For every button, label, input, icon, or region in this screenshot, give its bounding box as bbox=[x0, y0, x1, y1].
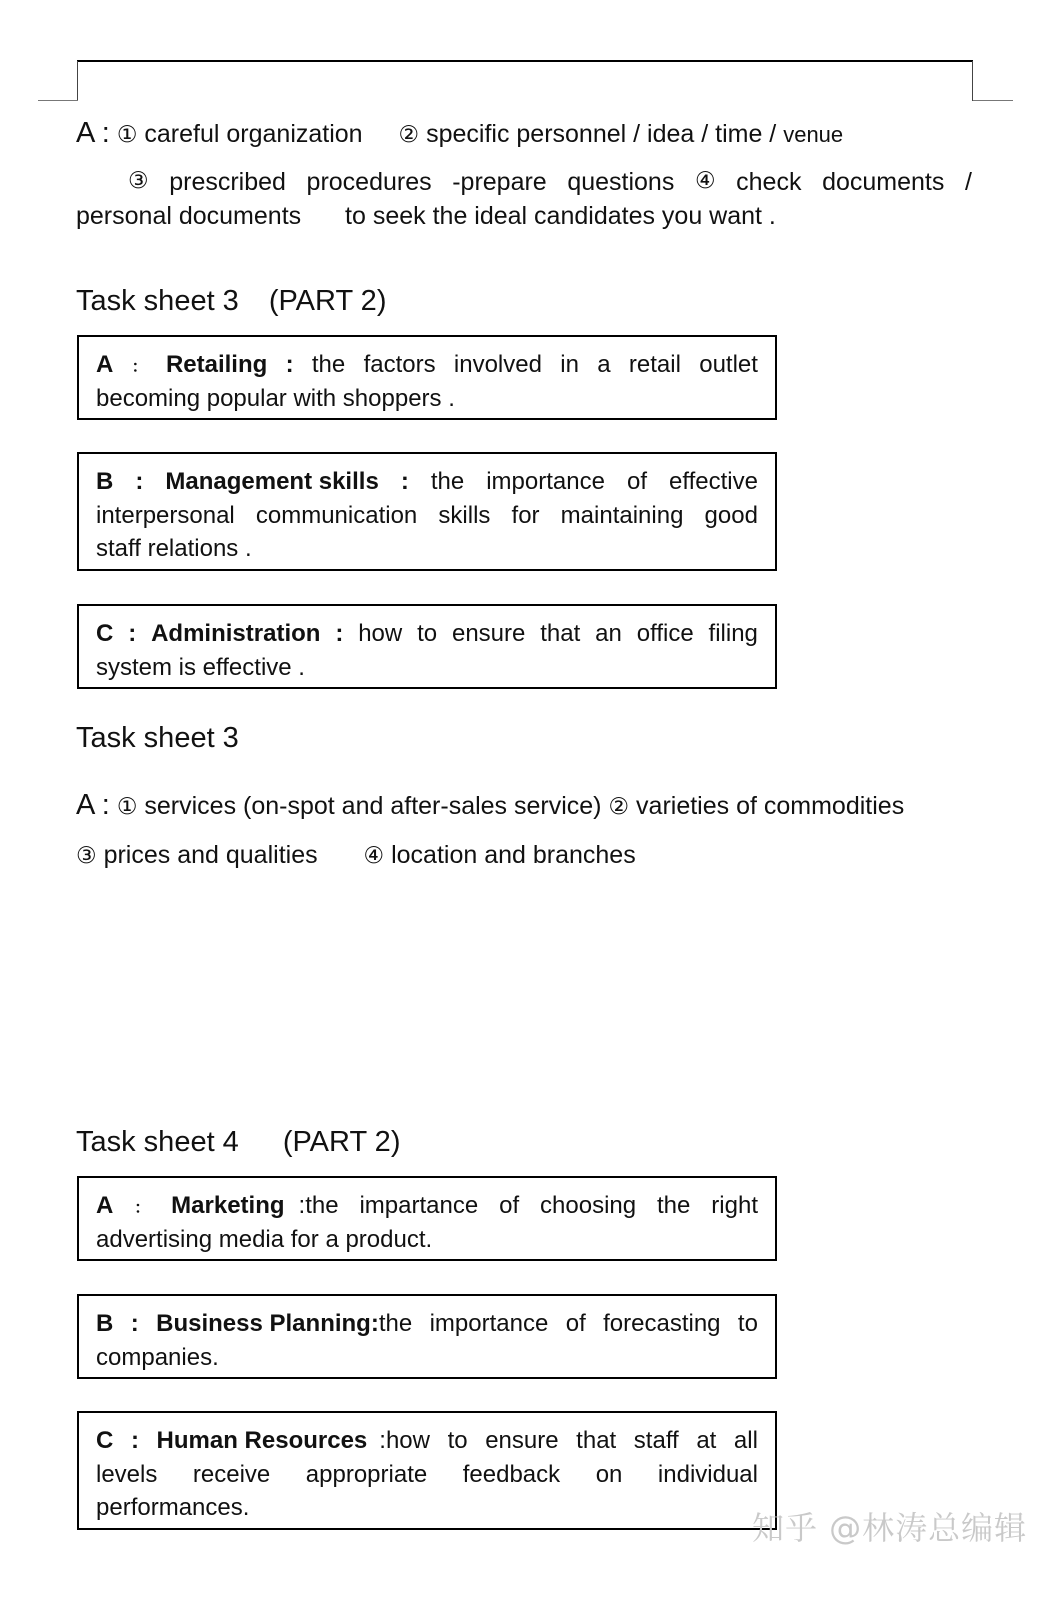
page-top-rule bbox=[77, 60, 973, 62]
box-colon: : bbox=[400, 468, 409, 495]
answer-prefix: A : bbox=[76, 117, 110, 149]
box-topic: Human Resources bbox=[156, 1427, 368, 1454]
word: that bbox=[540, 620, 581, 647]
word: forecasting bbox=[603, 1310, 721, 1337]
answer-item: services (on-spot and after-sales service) bbox=[144, 792, 602, 820]
word: staff bbox=[633, 1427, 679, 1454]
word: to bbox=[737, 1310, 758, 1337]
answer-prefix: A : bbox=[76, 789, 110, 821]
crop-mark-right-vertical bbox=[972, 61, 973, 101]
task4-box-b bbox=[77, 1294, 777, 1379]
answer-item: careful organization bbox=[144, 120, 363, 148]
word: importance bbox=[429, 1310, 549, 1337]
box-text: advertising media for a product. bbox=[96, 1225, 433, 1253]
word: impartance bbox=[359, 1192, 479, 1219]
answer-item: location and branches bbox=[391, 841, 636, 869]
task3-box-c bbox=[77, 604, 777, 689]
task3-answer-line-1 bbox=[76, 791, 904, 820]
word: how bbox=[358, 620, 403, 647]
word: the bbox=[430, 468, 465, 495]
answer-text: to seek the ideal candidates you want . bbox=[345, 202, 776, 230]
circled-number: ③ bbox=[76, 843, 97, 869]
word: ensure bbox=[451, 620, 526, 647]
circled-number: ① bbox=[116, 794, 138, 820]
box-letter: A bbox=[96, 351, 114, 378]
word: prescribed bbox=[169, 168, 286, 196]
word: an bbox=[595, 620, 622, 647]
box-topic: Management skills bbox=[165, 468, 379, 495]
word: choosing bbox=[540, 1192, 637, 1219]
answer-a-line-1 bbox=[76, 119, 843, 148]
word: importance bbox=[486, 468, 605, 495]
word: a bbox=[597, 351, 611, 378]
circled-number: ① bbox=[116, 122, 138, 148]
word: factors bbox=[363, 351, 436, 378]
heading-text: Task sheet 4 bbox=[76, 1126, 239, 1158]
word: procedures bbox=[306, 168, 432, 196]
word: individual bbox=[657, 1460, 758, 1488]
box-topic: Retailing bbox=[165, 351, 268, 378]
box-colon: :the bbox=[298, 1192, 339, 1219]
answer-a-line-3 bbox=[76, 204, 776, 229]
box-letter: A bbox=[96, 1192, 114, 1219]
word: to bbox=[417, 620, 438, 647]
box-topic: Marketing bbox=[171, 1192, 285, 1219]
answer-item: varieties of commodities bbox=[636, 792, 905, 820]
heading-text: Task sheet 3 bbox=[76, 722, 239, 754]
word: interpersonal bbox=[96, 501, 235, 529]
box-topic: Administration bbox=[151, 620, 321, 647]
task4-box-a bbox=[77, 1176, 777, 1261]
word: levels bbox=[96, 1460, 158, 1488]
task-sheet-3-heading bbox=[76, 724, 239, 753]
word: involved bbox=[453, 351, 542, 378]
word: skills bbox=[438, 501, 491, 529]
task3-box-a bbox=[77, 335, 777, 420]
box-sep: ： bbox=[134, 1200, 151, 1217]
circled-number: ④ bbox=[363, 843, 385, 869]
word: questions bbox=[567, 168, 675, 196]
word: good bbox=[704, 501, 758, 529]
box-text: companies. bbox=[96, 1343, 219, 1371]
word: of bbox=[565, 1310, 586, 1337]
circled-number: ② bbox=[398, 122, 420, 148]
word: maintaining bbox=[560, 501, 684, 529]
box-text: staff relations . bbox=[96, 535, 252, 562]
word: outlet bbox=[699, 351, 758, 378]
heading-part: (PART 2) bbox=[268, 285, 387, 317]
circled-number: ④ bbox=[694, 168, 716, 194]
word: all bbox=[733, 1427, 758, 1454]
box-text: performances. bbox=[96, 1494, 250, 1521]
word: of bbox=[499, 1192, 520, 1219]
word: at bbox=[696, 1427, 717, 1454]
word: ensure bbox=[485, 1427, 559, 1454]
box-sep: : bbox=[130, 1427, 139, 1454]
word: effective bbox=[669, 468, 758, 495]
word: -prepare bbox=[452, 168, 547, 196]
word: retail bbox=[628, 351, 681, 378]
box-colon: :how bbox=[379, 1427, 430, 1454]
word: appropriate bbox=[305, 1460, 428, 1488]
crop-mark-left-horizontal bbox=[38, 100, 78, 101]
answer-a-line-2 bbox=[128, 170, 972, 195]
watermark: 知乎 @林涛总编辑 bbox=[752, 1509, 1028, 1547]
box-colon: : bbox=[335, 620, 344, 647]
word: feedback bbox=[462, 1460, 561, 1488]
word: documents bbox=[822, 168, 945, 196]
word: the bbox=[311, 351, 346, 378]
word: filing bbox=[708, 620, 758, 647]
box-sep: : bbox=[135, 468, 144, 495]
answer-item: prices and qualities bbox=[103, 841, 318, 869]
heading-part: (PART 2) bbox=[282, 1126, 401, 1158]
word: on bbox=[595, 1460, 623, 1488]
word: that bbox=[576, 1427, 617, 1454]
word: / bbox=[964, 168, 972, 196]
answer-item-small: venue bbox=[783, 122, 844, 147]
circled-number: ③ bbox=[128, 168, 149, 194]
box-sep: ： bbox=[131, 359, 148, 376]
box-sep: : bbox=[130, 1310, 139, 1337]
heading-text: Task sheet 3 bbox=[76, 285, 239, 317]
word: receive bbox=[192, 1460, 271, 1488]
answer-item: specific personnel / idea / time / bbox=[426, 120, 777, 148]
task-sheet-3-part2-heading bbox=[76, 287, 386, 316]
task3-answer-line-2 bbox=[76, 843, 636, 868]
box-letter: C bbox=[96, 1427, 114, 1454]
box-letter: B bbox=[96, 1310, 114, 1337]
word: in bbox=[560, 351, 579, 378]
box-letter: C bbox=[96, 620, 114, 647]
word: of bbox=[626, 468, 647, 495]
word: the bbox=[657, 1192, 691, 1219]
box-topic: Business Planning: bbox=[156, 1310, 379, 1337]
word: office bbox=[636, 620, 694, 647]
box-text: becoming popular with shoppers . bbox=[96, 384, 455, 412]
box-colon: : bbox=[285, 351, 294, 378]
word: right bbox=[711, 1192, 758, 1219]
word: check bbox=[736, 168, 802, 196]
answer-text: personal documents bbox=[76, 202, 302, 230]
word: communication bbox=[255, 501, 418, 529]
word: to bbox=[447, 1427, 468, 1454]
box-letter: B bbox=[96, 468, 114, 495]
circled-number: ② bbox=[608, 794, 630, 820]
task3-box-b bbox=[77, 452, 777, 571]
task4-box-c bbox=[77, 1411, 777, 1530]
word: for bbox=[511, 501, 540, 529]
crop-mark-right-horizontal bbox=[973, 100, 1013, 101]
box-sep: : bbox=[128, 620, 137, 647]
task-sheet-4-part2-heading bbox=[76, 1128, 400, 1157]
crop-mark-left-vertical bbox=[77, 61, 78, 101]
word: the bbox=[378, 1310, 413, 1337]
box-text: system is effective . bbox=[96, 653, 305, 681]
